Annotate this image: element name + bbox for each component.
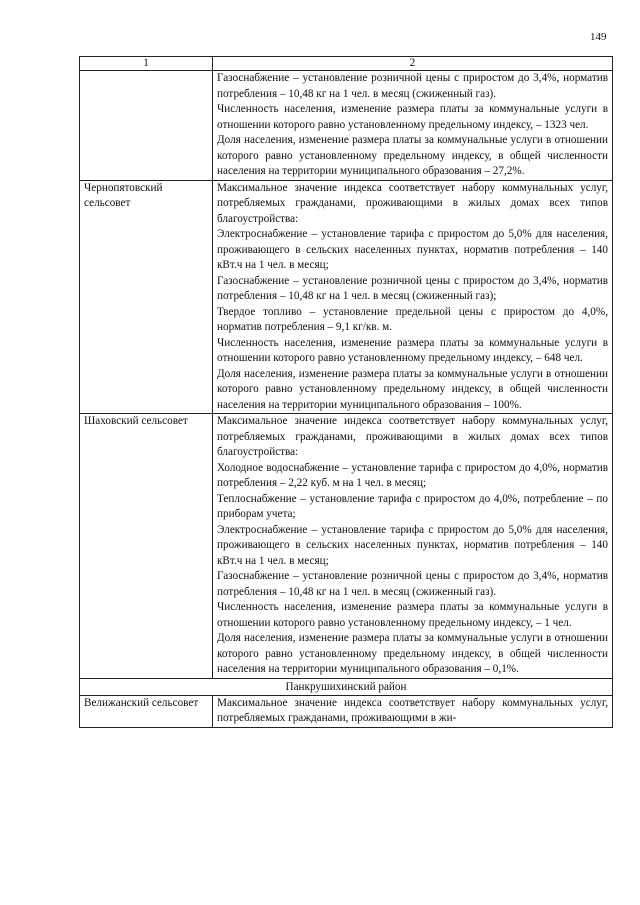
description-paragraph: Твердое топливо – установление предельной цены с приростом до 4,0%, норматив потребления – 9,1 кг/кв. м. [217,305,608,333]
table-row [80,414,613,679]
description-cell [213,695,613,727]
description-paragraph: Максимальное значение индекса соответствует набору коммунальных услуг, потребляемых гражданами, проживающими в жи- [217,696,608,724]
municipality-name: Чернопятовский сельсовет [80,180,213,414]
description-cell [213,180,613,414]
description-paragraph: Доля населения, изменение размера платы за коммунальные услуги в отношении которого равно установленному предельному индексу, в общей численности населения на территории муниципального образования – 100%. [217,367,608,411]
description-paragraph: Электроснабжение – установление тарифа с приростом до 5,0% для населения, проживающего в сельских населенных пунктах, норматив потребления – 140 кВт.ч на 1 чел. в месяц; [217,523,608,567]
table-row [80,71,613,181]
description-paragraph: Газоснабжение – установление розничной цены с приростом до 3,4%, норматив потребления – 10,48 кг на 1 чел. в месяц (сжиженный газ). [217,72,608,100]
table-header-row [80,57,613,71]
municipal-index-table [79,56,613,728]
municipality-name [80,71,213,181]
table-body [80,71,613,728]
column-header: 2 [213,57,613,71]
table-row [80,180,613,414]
description-paragraph: Газоснабжение – установление розничной цены с приростом до 3,4%, норматив потребления – 10,48 кг на 1 чел. в месяц (сжиженный газ). [217,570,608,598]
description-paragraph: Электроснабжение – установление тарифа с приростом до 5,0% для населения, проживающего в сельских населенных пунктах, норматив потребления – 140 кВт.ч на 1 чел. в месяц; [217,228,608,271]
description-cell [213,414,613,679]
region-row [80,678,613,695]
description-paragraph: Доля населения, изменение размера платы за коммунальные услуги в отношении которого равно установленному предельному индексу, в общей численности населения на территории муниципального образования – 0,1%. [217,632,608,675]
column-header: 1 [80,57,213,71]
municipality-name: Велижанский сельсовет [80,695,213,727]
description-paragraph: Максимальное значение индекса соответствует набору коммунальных услуг, потребляемых гражданами, проживающими в жилых домах всех типов благоустройства: [217,181,608,225]
description-paragraph: Холодное водоснабжение – установление тарифа с приростом до 4,0%, норматив потребления – 2,22 куб. м на 1 чел. в месяц; [217,461,608,489]
region-title: Панкрушихинский район [80,678,613,695]
description-paragraph: Теплоснабжение – установление тарифа с приростом до 4,0%, потребление – по приборам учета; [217,492,608,520]
page-number: 149 [590,31,607,43]
municipality-name: Шаховский сельсовет [80,414,213,679]
description-paragraph: Численность населения, изменение размера платы за коммунальные услуги в отношении которого равно установленному предельному индексу, – 1323 чел. [217,103,608,131]
description-paragraph: Газоснабжение – установление розничной цены с приростом до 3,4%, норматив потребления – 10,48 кг на 1 чел. в месяц (сжиженный газ); [217,274,608,302]
table-row [80,695,613,727]
description-cell [213,71,613,181]
description-paragraph: Численность населения, изменение размера платы за коммунальные услуги в отношении которого равно установленному предельному индексу, – 1 чел. [217,601,608,629]
description-paragraph: Максимальное значение индекса соответствует набору коммунальных услуг, потребляемых гражданами, проживающими в жилых домах всех типов благоустройства: [217,415,608,458]
description-paragraph: Численность населения, изменение размера платы за коммунальные услуги в отношении которого равно установленному предельному индексу, – 648 чел. [217,336,608,364]
description-paragraph: Доля населения, изменение размера платы за коммунальные услуги в отношении которого равно установленному предельному индексу, в общей численности населения на территории муниципального образования – 27,2%. [217,134,608,177]
